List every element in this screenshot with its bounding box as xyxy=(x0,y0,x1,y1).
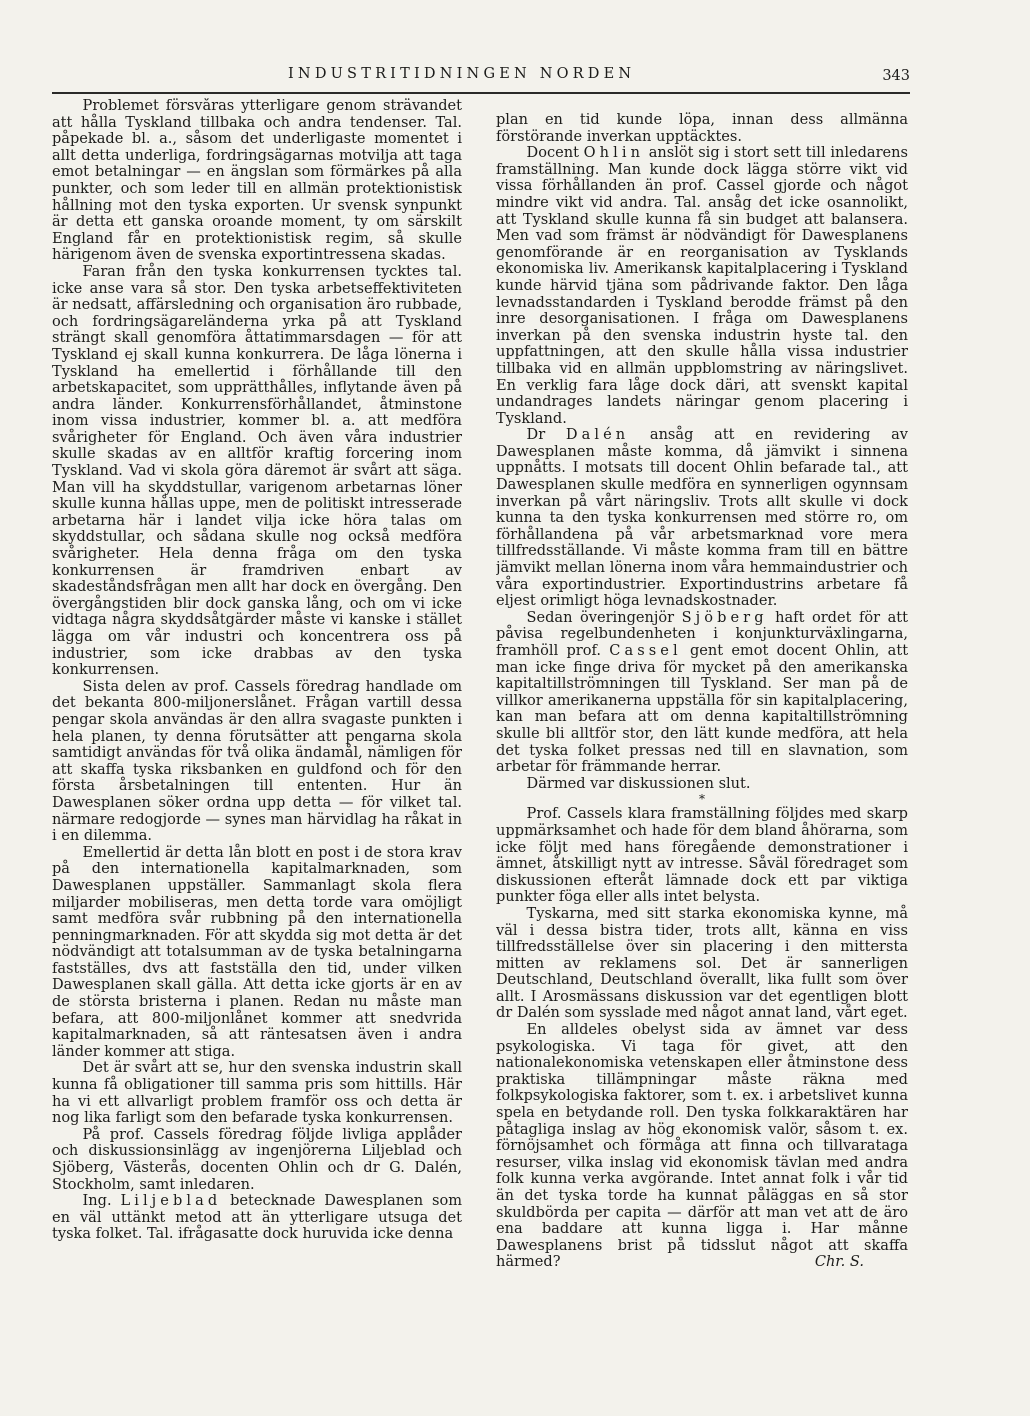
paragraph-continued: plan en tid kunde löpa, innan dess allmänna förstörande inverkan upptäcktes. xyxy=(496,112,908,145)
author-signature: Chr. S. xyxy=(814,1253,864,1271)
speaker-prefix: Dr xyxy=(526,426,546,444)
paragraph: Sista delen av prof. Cassels föredrag handlade om det bekanta 800-miljonerslånet. Frågan vartill dessa pengar skola användas är den allra svagaste punkten i hela planen, ty denna förutsätter att pengarna skola samtidigt användas för två olika ändamål, nämligen för att skaffa tyska riksbanken en guldfond och för den första årsbetalningen till ententen. Hur än Dawesplanen söker ordna upp detta — för vilket tal. närmare redogjorde — synes man härvidlag ha råkat in i en dilemma. xyxy=(52,677,462,845)
paragraph-text: anslöt sig i stort sett till inledarens framställning. Man kunde dock lägga större vikt vid vissa förhållanden än prof. Cassel gjorde och något mindre vikt vid andra. Tal. ansåg det icke osannolikt, att Tyskland skulle kunna få sin budget att balansera. Men vad som främst är nödvändigt för Dawesplanens genomförande är en reorganisation av Tysklands ekonomiska liv. Amerikansk kapitalplacering i Tyskland kunde härvid tjäna som pådrivande faktor. Den låga levnadsstandarden i Tyskland berodde främst på den inre desorganisationen. I fråga om Dawesplanens inverkan på den svenska industrin hyste tal. den uppfattningen, att den skulle hålla vissa industrier tillbaka vid en allmän uppblomstring av näringslivet. En verklig fara låge dock däri, att svenskt kapital undandrages landets näringar genom placering i Tyskland. xyxy=(496,144,908,427)
left-column xyxy=(52,98,462,1368)
paragraph: Det är svårt att se, hur den svenska industrin skall kunna få obligationer till samma pris som hittills. Här ha vi ett allvarligt problem framför oss och detta är nog lika farligt som den befarade tyska konkurrensen. xyxy=(52,1059,462,1127)
paragraph-text: ansåg att en revidering av Dawesplanen måste komma, då jämvikt i sinnena uppnåtts. I motsats till docent Ohlin befarade tal., att Dawesplanen skulle medföra en synnerligen ogynnsam inverkan på vårt näringsliv. Trots allt skulle vi dock kunna ta den tyska konkurrensen med större ro, om förhållandena på vår arbetsmarknad vore mera tillfredsställande. Vi måste komma fram till en bättre jämvikt mellan lönerna inom våra hemmaindustrier och våra exportindustrier. Exportindustrins arbetare få eljest orimligt höga levnadskostnader. xyxy=(496,426,908,610)
running-title: INDUSTRITIDNINGEN NORDEN xyxy=(288,66,636,82)
right-column xyxy=(496,112,908,1382)
paragraph: Faran från den tyska konkurrensen tycktes tal. icke anse vara så stor. Den tyska arbetseffektiviteten är nedsatt, affärsledning och organisation äro rubbade, och fordringsägareländerna yrka på att Tyskland strängt skall genomföra åttatimmarsdagen — för att Tyskland ej skall kunna konkurrera. De låga lönerna i Tyskland ha emellertid i förhållande till den arbetskapacitet, som upprätthålles, inflytande även på andra länder. Konkurrensförhållandet, åtminstone inom vissa industrier, kommer bl. a. att medföra svårigheter för England. Och även våra industrier skulle skadas av en alltför kraftig forcering inom Tyskland. Vad vi skola göra däremot är svårt att säga. Man vill ha skyddstullar, varigenom arbetarnas löner skulle kunna hållas uppe, men de politiskt intresserade arbetarna här i landet vilja icke höra talas om skyddstullar, och sådana skulle nog också medföra svårigheter. Hela denna fråga om den tyska konkurrensen är framdriven enbart av skadeståndsfrågan men allt har dock en övergång. Den övergångstiden blir dock ganska lång, och om vi icke vidtaga några skyddsåtgärder måste vi kanske i stället lägga om vår industri och koncentrera oss på industrier, som icke drabbas av den tyska konkurrensen. xyxy=(52,262,462,679)
paragraph-liljeblad xyxy=(52,1193,462,1243)
paragraph-sjoberg xyxy=(496,610,908,776)
paragraph: Därmed var diskussionen slut. xyxy=(526,774,751,792)
page-header xyxy=(52,66,910,88)
paragraph-final xyxy=(496,1022,908,1271)
speaker-name: Ohlin xyxy=(583,144,645,162)
speaker-name: Cassel xyxy=(609,642,682,659)
speaker-prefix: Sedan överingenjör xyxy=(526,608,675,626)
paragraph-text: gent emot docent Ohlin, att man icke finge driva för mycket på den amerikanska kapitaltillströmningen till Tyskland. Ser man på de villkor amerikanerna uppställa för sin kapitalplacering, kan man befara att om denna kapitaltillströmning skulle bli alltför stor, den lätt kunde medföra, att hela det tyska folket pressas ned till en slavnation, som arbetar för främmande herrar. xyxy=(496,642,908,776)
paragraph-dalen xyxy=(496,427,908,610)
paragraph: På prof. Cassels föredrag följde livliga applåder och diskussionsinlägg av ingenjörerna Liljeblad och Sjöberg, Västerås, docenten Ohlin och dr G. Dalén, Stockholm, samt inledaren. xyxy=(52,1125,462,1193)
speaker-name: Dalén xyxy=(565,426,630,444)
paragraph: Problemet försvåras ytterligare genom strävandet att hålla Tyskland tillbaka och andra tendenser. Tal. påpekade bl. a., såsom det underligaste momentet i allt detta underliga, fordringsägarnas motvilja att taga emot betalningar — en ängslan som förmärkes på alla punkter, och som leder till en allmän protektionistisk hållning mot den tyska exporten. Ur svensk synpunkt är detta ett ganska oroande moment, ty om särskilt England får en protektionistisk regim, så skulle härigenom även de svenska exportintressena skadas. xyxy=(52,98,462,264)
header-rule xyxy=(52,92,910,94)
speaker-name: Sjöberg xyxy=(681,608,768,626)
section-separator: * xyxy=(699,792,705,807)
speaker-prefix: Docent xyxy=(526,144,579,162)
paragraph-ohlin xyxy=(496,145,908,427)
paragraph-text: betecknade Dawesplanen som en väl uttänkt metod att än ytterligare utsuga det tyska folket. Tal. ifrågasatte dock huruvida icke denna xyxy=(52,1192,462,1243)
paragraph: Emellertid är detta lån blott en post i de stora krav på den internationella kapitalmarknaden, som Dawesplanen uppställer. Sammanlagt skola flera miljarder mobiliseras, men detta torde vara omöjligt samt medföra svår rubbning på den internationella penningmarknaden. För att skydda sig mot detta är det nödvändigt att totalsumman av de tyska betalningarna fastställes, dvs att fastställa den tid, under vilken Dawesplanen skall gälla. Att detta icke gjorts är en av de största bristerna i planen. Redan nu måste man befara, att 800-miljonlånet kommer att snedvrida kapitalmarknaden, så att räntesatsen även i andra länder kommer att stiga. xyxy=(52,843,462,1060)
speaker-name: Liljeblad xyxy=(120,1192,222,1210)
page-number: 343 xyxy=(882,68,910,84)
paragraph: Tyskarna, med sitt starka ekonomiska kynne, må väl i dessa bistra tider, trots allt, känna en viss tillfredsställelse över sin placering i den mittersta mitten av reklamens sol. Det är sannerligen Deutschland, Deutschland överallt, lika fullt som över allt. I Arosmässans diskussion var det egentligen blott dr Dalén som sysslade med något annat land, vårt eget. xyxy=(496,904,908,1022)
paragraph-text: En alldeles obelyst sida av ämnet var dess psykologiska. Vi taga för givet, att den nationalekonomiska vetenskapen eller åtminstone dess praktiska tillämpningar måste räkna med folkpsykologiska faktorer, som t. ex. i arbetslivet kunna spela en betydande roll. Den tyska folkkaraktären har påtagliga inslag av hög ekonomisk valör, såsom t. ex. förnöjsamhet och förmåga att finna och tillvarataga resurser, vilka inslag vid ekonomisk tävlan med andra folk kunna verka avgörande. Intet annat folk i vår tid än det tyska torde ha kunnat påläggas en så stor skuldbörda per capita — därför att man vet att de äro ena baddare att kunna ligga i. Har månne Dawesplanens brist på tidsslut något att skaffa härmed? xyxy=(496,1021,908,1271)
speaker-prefix: Ing. xyxy=(82,1192,112,1210)
paragraph-text: haft ordet för att påvisa regelbundenheten i konjunkturväxlingarna, framhöll prof. xyxy=(496,608,908,659)
paragraph: Prof. Cassels klara framställning följdes med skarp uppmärksamhet och hade för dem bland åhörarna, som icke följt med hans föregående demonstrationer i ämnet, åtskilligt nytt av intresse. Såväl föredraget som diskussionen efteråt lämnade dock ett par viktiga punkter föga eller alls intet belysta. xyxy=(496,805,908,906)
